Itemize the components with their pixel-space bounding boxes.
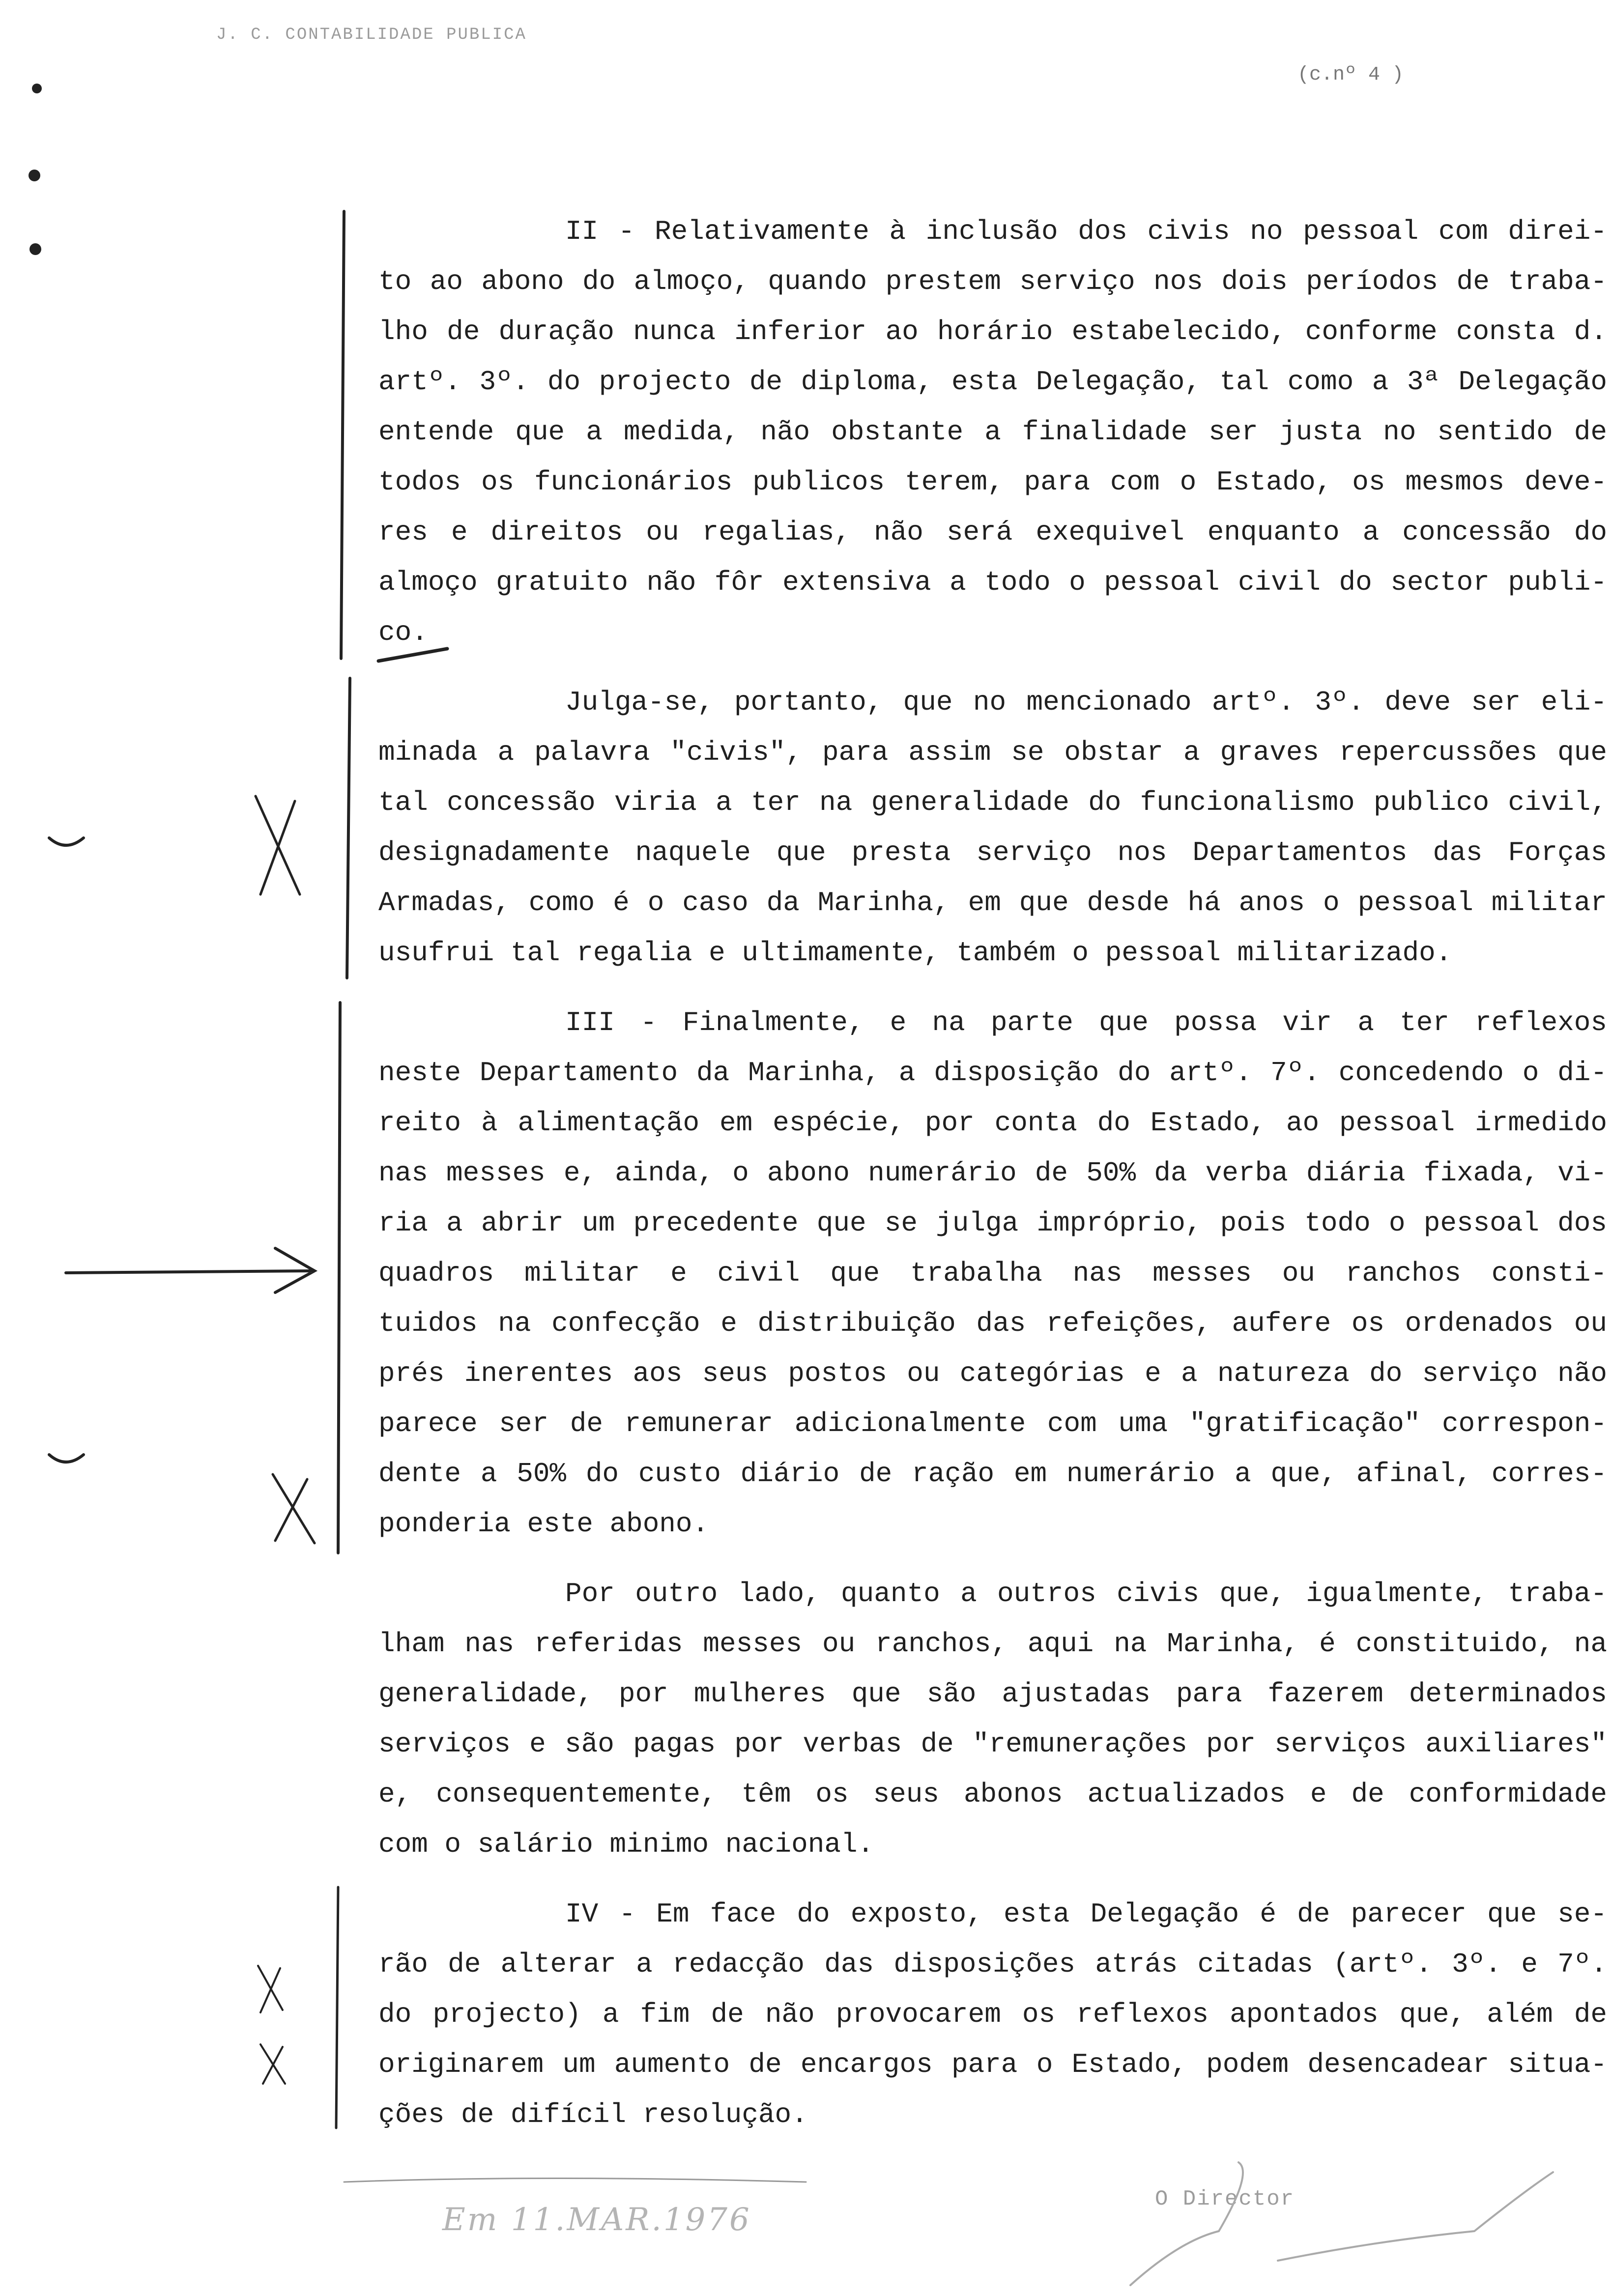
- text-line: ções de difícil resolução.: [378, 2099, 808, 2130]
- margin-bar-section-iii: [338, 1003, 340, 1553]
- page-reference: (c.nº 4 ): [1297, 64, 1404, 86]
- punch-hole-mark: [29, 243, 41, 255]
- text-line: tuidos na confecção e distribuição das refeições, aufere os ordenados ou: [378, 1308, 1607, 1339]
- text-line: quadros militar e civil que trabalha nas messes ou ranchos consti-: [378, 1258, 1607, 1289]
- text-line: neste Departamento da Marinha, a disposição do artº. 7º. concedendo o di-: [378, 1057, 1607, 1089]
- text-line: nas messes e, ainda, o abono numerário de 50% da verba diária fixada, vi-: [378, 1157, 1607, 1189]
- text-line: IV - Em face do exposto, esta Delegação é de parecer que se-: [565, 1898, 1607, 1930]
- text-line: co.: [378, 617, 428, 648]
- x-mark-icon: [256, 796, 300, 894]
- paragraph: [378, 206, 1607, 658]
- text-line: ria a abrir um precedente que se julga impróprio, pois todo o pessoal dos: [378, 1207, 1607, 1239]
- text-line: minada a palavra "civis", para assim se obstar a graves repercussões que: [378, 737, 1607, 768]
- arrow-icon: [66, 1248, 315, 1292]
- punch-hole-mark: [29, 170, 40, 181]
- text-line: do projecto) a fim de não provocarem os reflexos apontados que, além de: [378, 1999, 1607, 2030]
- text-line: res e direitos ou regalias, não será exequivel enquanto a concessão do: [378, 517, 1607, 548]
- smile-mark-icon: [49, 1455, 84, 1462]
- text-line: ponderia este abono.: [378, 1508, 709, 1540]
- text-line: tal concessão viria a ter na generalidade do funcionalismo publico civil,: [378, 787, 1607, 818]
- text-line: originarem um aumento de encargos para o Estado, podem desencadear situa-: [378, 2049, 1607, 2080]
- margin-bar-section-ii: [341, 211, 344, 659]
- text-line: dente a 50% do custo diário de ração em numerário a que, afinal, corres-: [378, 1458, 1607, 1490]
- text-line: serviços e são pagas por verbas de "remunerações por serviços auxiliares": [378, 1728, 1607, 1760]
- text-line: reito à alimentação em espécie, por conta do Estado, ao pessoal irmedido: [378, 1107, 1607, 1139]
- margin-bar-section-julga: [347, 678, 350, 978]
- text-line: artº. 3º. do projecto de diploma, esta Delegação, tal como a 3ª Delegação: [378, 366, 1607, 398]
- text-line: prés inerentes aos seus postos ou categórias e a natureza do serviço não: [378, 1358, 1607, 1389]
- paragraph: [378, 1569, 1607, 1869]
- text-line: III - Finalmente, e na parte que possa vir a ter reflexos: [565, 1007, 1607, 1038]
- text-line: Julga-se, portanto, que no mencionado artº. 3º. deve ser eli-: [565, 687, 1607, 718]
- text-line: almoço gratuito não fôr extensiva a todo o pessoal civil do sector publi-: [378, 567, 1607, 598]
- margin-bar-section-iv: [336, 1887, 338, 2128]
- text-line: com o salário minimo nacional.: [378, 1829, 874, 1860]
- text-line: to ao abono do almoço, quando prestem serviço nos dois períodos de traba-: [378, 266, 1607, 297]
- text-line: todos os funcionários publicos terem, para com o Estado, os mesmos deve-: [378, 466, 1607, 498]
- punch-hole-mark: [32, 84, 42, 93]
- signature-stroke: [1130, 2162, 1553, 2285]
- text-line: lho de duração nunca inferior ao horário estabelecido, conforme consta d.: [378, 316, 1607, 347]
- x-mark-icon: [260, 2044, 285, 2084]
- document-body: [378, 206, 1607, 2159]
- signature: O Director: [1155, 2187, 1295, 2211]
- text-line: generalidade, por mulheres que são ajustadas para fazerem determinados: [378, 1678, 1607, 1710]
- paragraph: [378, 677, 1607, 978]
- smile-mark-icon: [49, 838, 84, 845]
- text-line: usufrui tal regalia e ultimamente, também o pessoal militarizado.: [378, 937, 1452, 969]
- text-line: Por outro lado, quanto a outros civis que, igualmente, traba-: [565, 1578, 1607, 1609]
- text-line: e, consequentemente, têm os seus abonos actualizados e de conformidade: [378, 1779, 1607, 1810]
- date-stamp: Em 11.MAR.1976: [442, 2202, 751, 2238]
- underline-mark: [344, 2179, 806, 2182]
- paragraph: [378, 1889, 1607, 2140]
- x-mark-icon: [273, 1474, 315, 1543]
- text-line: rão de alterar a redacção das disposições atrás citadas (artº. 3º. e 7º.: [378, 1949, 1607, 1980]
- text-line: Armadas, como é o caso da Marinha, em que desde há anos o pessoal militar: [378, 887, 1607, 918]
- text-line: II - Relativamente à inclusão dos civis no pessoal com direi-: [565, 216, 1607, 247]
- paragraph: [378, 998, 1607, 1549]
- text-line: parece ser de remunerar adicionalmente com uma "gratificação" correspon-: [378, 1408, 1607, 1439]
- text-line: lham nas referidas messes ou ranchos, aqui na Marinha, é constituido, na: [378, 1628, 1607, 1660]
- office-header: J. C. CONTABILIDADE PUBLICA: [216, 26, 527, 44]
- x-mark-icon: [258, 1966, 283, 2012]
- text-line: entende que a medida, não obstante a finalidade ser justa no sentido de: [378, 416, 1607, 448]
- text-line: designadamente naquele que presta serviço nos Departamentos das Forças: [378, 837, 1607, 868]
